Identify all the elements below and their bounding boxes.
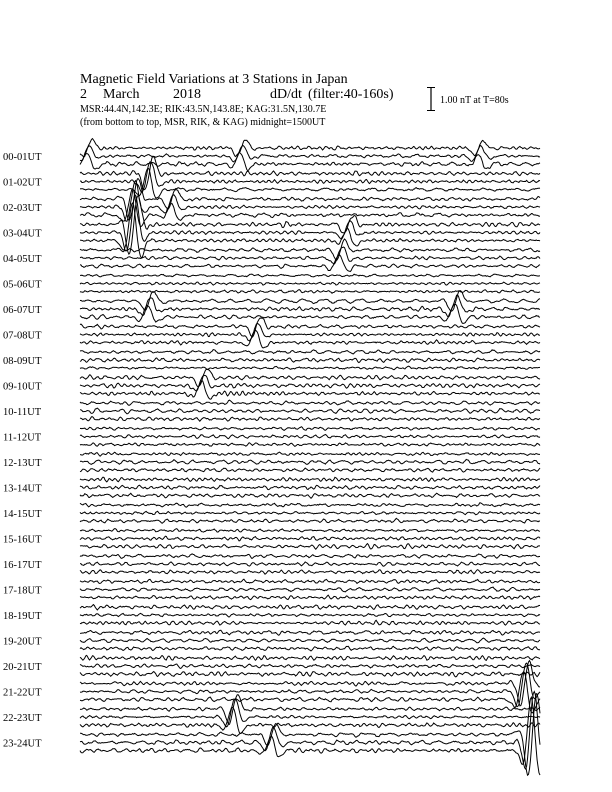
hour-label: 10-11UT — [3, 407, 42, 418]
date-day: 2 — [80, 87, 87, 102]
trace-rik-hour-4 — [80, 247, 540, 264]
hour-label: 04-05UT — [3, 254, 42, 265]
hour-label: 01-02UT — [3, 177, 42, 189]
quantity-label: dD/dt — [270, 87, 302, 102]
trace-msr-hour-21 — [80, 672, 540, 713]
chart-header — [0, 0, 612, 135]
trace-msr-hour-22 — [80, 707, 540, 733]
trace-rik-hour-15 — [80, 536, 540, 541]
scale-label: 1.00 nT at T=80s — [440, 95, 509, 106]
trace-rik-hour-14 — [80, 511, 540, 515]
hour-label: 05-06UT — [3, 279, 42, 291]
trace-kag-hour-18 — [80, 605, 540, 610]
scale-bar-icon — [427, 87, 435, 111]
trace-msr-hour-19 — [80, 646, 540, 651]
trace-lines — [80, 139, 540, 776]
trace-rik-hour-19 — [80, 638, 540, 643]
trace-kag-hour-8 — [80, 350, 540, 354]
trace-kag-hour-12 — [80, 452, 540, 456]
trace-rik-hour-6 — [80, 295, 540, 317]
trace-rik-hour-18 — [80, 613, 540, 617]
trace-msr-hour-12 — [80, 468, 540, 472]
chart-title: Magnetic Field Variations at 3 Stations in Japan — [80, 72, 348, 87]
hour-label: 03-04UT — [3, 228, 42, 240]
trace-msr-hour-20 — [80, 672, 540, 677]
traces-svg — [0, 135, 612, 792]
hour-label: 18-19UT — [3, 611, 42, 622]
trace-msr-hour-3 — [80, 203, 540, 258]
trace-rik-hour-11 — [80, 435, 540, 439]
trace-kag-hour-11 — [80, 427, 540, 431]
trace-rik-hour-12 — [80, 459, 540, 464]
date-year: 2018 — [173, 87, 201, 102]
trace-msr-hour-6 — [80, 304, 540, 323]
trace-rik-hour-3 — [80, 195, 540, 251]
trace-kag-hour-19 — [80, 630, 540, 635]
trace-rik-hour-16 — [80, 562, 540, 566]
trace-rik-hour-17 — [80, 587, 540, 592]
hour-label: 13-14UT — [3, 483, 42, 495]
trace-kag-hour-17 — [80, 579, 540, 583]
trace-kag-hour-23 — [80, 694, 540, 776]
trace-kag-hour-16 — [80, 554, 540, 559]
hour-label: 12-13UT — [3, 458, 42, 469]
trace-rik-hour-13 — [80, 485, 540, 489]
trace-kag-hour-14 — [80, 503, 540, 507]
hour-label: 06-07UT — [3, 305, 42, 316]
filter-label: (filter:40-160s) — [308, 87, 394, 102]
trace-msr-hour-16 — [80, 570, 540, 575]
hour-label: 20-21UT — [3, 662, 42, 673]
traces-plot — [0, 135, 612, 792]
trace-kag-hour-4 — [80, 239, 540, 260]
trace-order-note: (from bottom to top, MSR, RIK, & KAG) midnight=1500UT — [80, 117, 326, 128]
trace-rik-hour-23 — [80, 692, 540, 770]
hour-label: 08-09UT — [3, 356, 42, 367]
trace-kag-hour-20 — [80, 655, 540, 660]
trace-msr-hour-4 — [80, 255, 540, 272]
hour-label: 11-12UT — [3, 432, 42, 444]
trace-rik-hour-9 — [80, 375, 540, 391]
station-coordinates: MSR:44.4N,142.3E; RIK:43.5N,143.8E; KAG:31.5N,130.7E — [80, 104, 327, 115]
trace-rik-hour-22 — [80, 699, 540, 727]
hour-label: 16-17UT — [3, 560, 42, 571]
trace-msr-hour-10 — [80, 417, 540, 421]
trace-msr-hour-11 — [80, 443, 540, 447]
hour-label: 15-16UT — [3, 534, 42, 546]
hour-label: 19-20UT — [3, 636, 42, 648]
trace-rik-hour-8 — [80, 358, 540, 363]
trace-kag-hour-13 — [80, 477, 540, 482]
trace-msr-hour-8 — [80, 366, 540, 370]
trace-kag-hour-10 — [80, 400, 540, 405]
trace-rik-hour-20 — [80, 664, 540, 668]
hour-label: 17-18UT — [3, 585, 42, 597]
hour-label: 22-23UT — [3, 713, 42, 724]
trace-kag-hour-15 — [80, 529, 540, 533]
hour-label: 02-03UT — [3, 203, 42, 214]
trace-msr-hour-18 — [80, 620, 540, 625]
trace-msr-hour-9 — [80, 381, 540, 400]
hour-label: 07-08UT — [3, 330, 42, 342]
trace-kag-hour-9 — [80, 369, 540, 386]
trace-msr-hour-5 — [80, 290, 540, 294]
trace-msr-hour-15 — [80, 544, 540, 550]
hour-label: 21-22UT — [3, 687, 42, 699]
hour-label: 00-01UT — [3, 152, 42, 163]
trace-msr-hour-13 — [80, 493, 540, 498]
hour-label: 09-10UT — [3, 381, 42, 393]
trace-rik-hour-10 — [80, 408, 540, 414]
trace-kag-hour-5 — [80, 274, 540, 277]
hour-label: 14-15UT — [3, 509, 42, 520]
date-month: March — [103, 87, 140, 102]
hour-labels — [3, 152, 42, 750]
trace-msr-hour-17 — [80, 595, 540, 600]
trace-rik-hour-5 — [80, 282, 540, 285]
trace-msr-hour-14 — [80, 518, 540, 523]
hour-label: 23-24UT — [3, 738, 42, 750]
trace-kag-hour-3 — [80, 196, 540, 255]
